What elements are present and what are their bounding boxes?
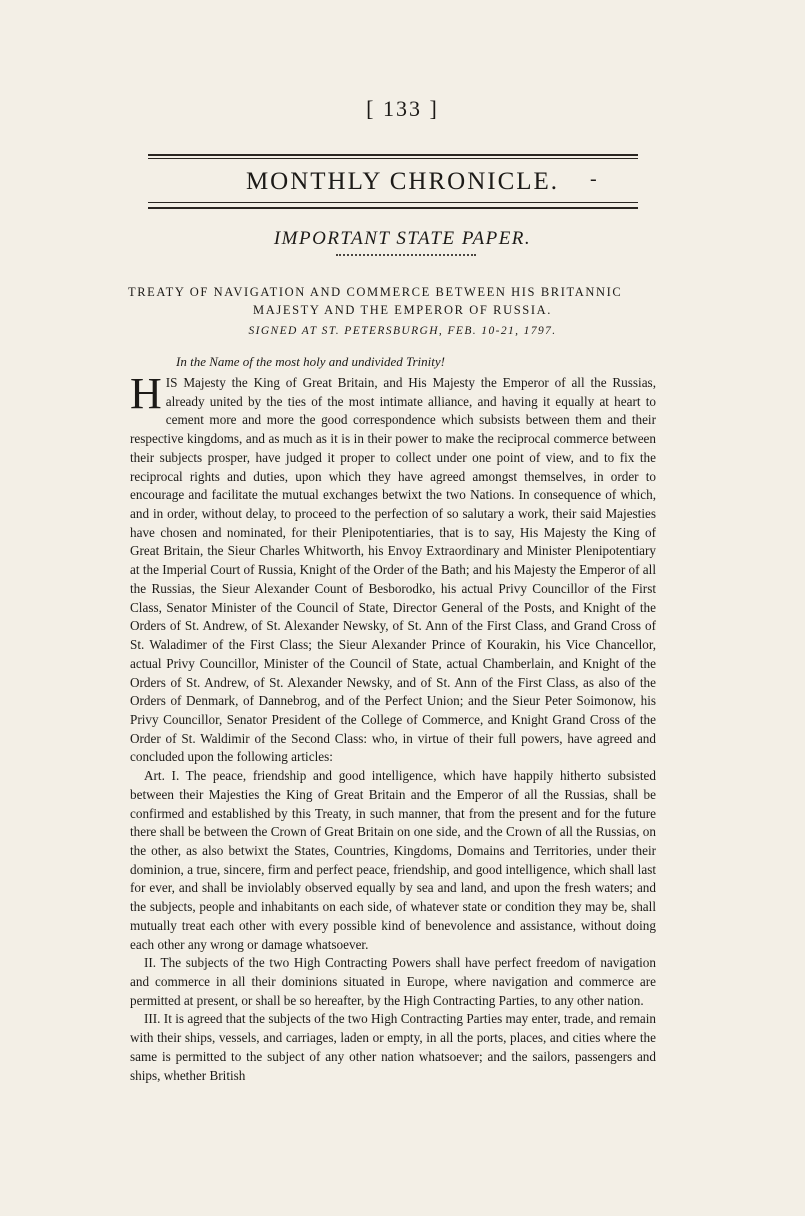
invocation: In the Name of the most holy and undivided Trinity!	[176, 354, 445, 369]
article-2-paragraph: II. The subjects of the two High Contracting Powers shall have perfect freedom of navigation and commerce in all their dominions situated in Europe, where navigation and commerce are permitted at present, or shall be so hereafter, by the High Contracting Parties, to any other nation.	[130, 955, 656, 1008]
double-rule-top-thin	[148, 158, 638, 159]
double-rule-bottom	[148, 207, 638, 209]
dotted-divider	[336, 254, 476, 256]
page-number: [ 133 ]	[366, 96, 439, 121]
treaty-title-line-2: MAJESTY AND THE EMPEROR OF RUSSIA.	[253, 303, 552, 317]
preamble-text: IS Majesty the King of Great Britain, and His Majesty the Emperor of all the Russias, already united by the ties of the most intimate alliance, and having it equally at heart to cement more and more the good correspondence which subsists between them and their respective kingdoms, and as much as it is in their power to make the reciprocal commerce between their subjects prosper, have judged it proper to collect under one point of view, and to fix the reciprocal rights and duties, upon which they have agreed amongst themselves, in order to encourage and facilitate the mutual exchanges betwixt the two Nations. In consequence of which, and in order, without delay, to proceed to the perfection of so salutary a work, their said Majesties have chosen and nominated, for their Plenipotentiaries, that is to say, His Majesty the King of Great Britain, the Sieur Charles Whitworth, his Envoy Extraordinary and Minister Plenipotentiary at the Imperial Court of Russia, Knight of the Order of the Bath; and his Majesty the Emperor of all the Russias, the Sieur Alexander Count of Besborodko, his actual Privy Councillor of the First Class, Senator Minister of the Council of State, Director General of the Posts, and Knight of the Orders of St. Andrew, of St. Alexander Newsky, of St. Ann of the First Class, and Grand Cross of St. Waladimer of the First Class; the Sieur Alexander Prince of Kourakin, his Vice Chancellor, actual Privy Councillor, Minister of the Council of State, actual Chamberlain, and Knight of the Orders of St. Andrew, of St. Alexander Newsky, and of St. Ann of the First Class, as also of the Orders of Denmark, of Dannebrog, and of the Perfect Union; and the Sieur Peter Soimonow, his Privy Councillor, Senator President of the College of Commerce, and Knight Grand Cross of the Order of St. Waldimir of the Second Class: who, in virtue of their full powers, have agreed and concluded upon the following articles:	[130, 375, 656, 765]
article-3-paragraph: III. It is agreed that the subjects of the two High Contracting Parties may enter, trade, and remain with their ships, vessels, and carriages, laden or empty, in all the ports, places, and cities where the same is permitted to the subject of any other nation whatsoever; and the sailors, passengers and ships, whether British	[130, 1011, 656, 1083]
drop-cap: H	[130, 369, 162, 418]
section-title: MONTHLY CHRONICLE.	[245, 168, 560, 195]
subtitle: IMPORTANT STATE PAPER.	[273, 228, 532, 249]
article-1-paragraph: Art. I. The peace, friendship and good intelligence, which have happily hitherto subsisted between their Majesties the King of Great Britain and the Emperor of all the Russias, shall be confirmed and established by this Treaty, in such manner, that from the present and for the future there shall be between the Crown of Great Britain on one side, and the Crown of all the Russias, on the other, as also betwixt the States, Countries, Kingdoms, Domains and Territories, under their dominion, a true, sincere, firm and perfect peace, friendship, and good intelligence, which shall last for ever, and shall be inviolably observed equally by sea and land, and upon the fresh waters; and the subjects, people and inhabitants on each side, of whatever state or condition they may be, shall mutually treat each other with every possible kind of benevolence and assistance, without doing each other any wrong or damage whatsoever.	[130, 768, 656, 952]
section-mark: -	[590, 168, 597, 190]
double-rule-top	[148, 154, 638, 156]
double-rule-bottom-thin	[148, 202, 638, 203]
treaty-title-line-1: TREATY OF NAVIGATION AND COMMERCE BETWEEN HIS BRITANNIC	[128, 285, 623, 299]
article-body	[130, 369, 656, 1085]
signed-line: SIGNED AT ST. PETERSBURGH, FEB. 10-21, 1797.	[248, 325, 557, 337]
preamble-paragraph	[130, 369, 656, 767]
